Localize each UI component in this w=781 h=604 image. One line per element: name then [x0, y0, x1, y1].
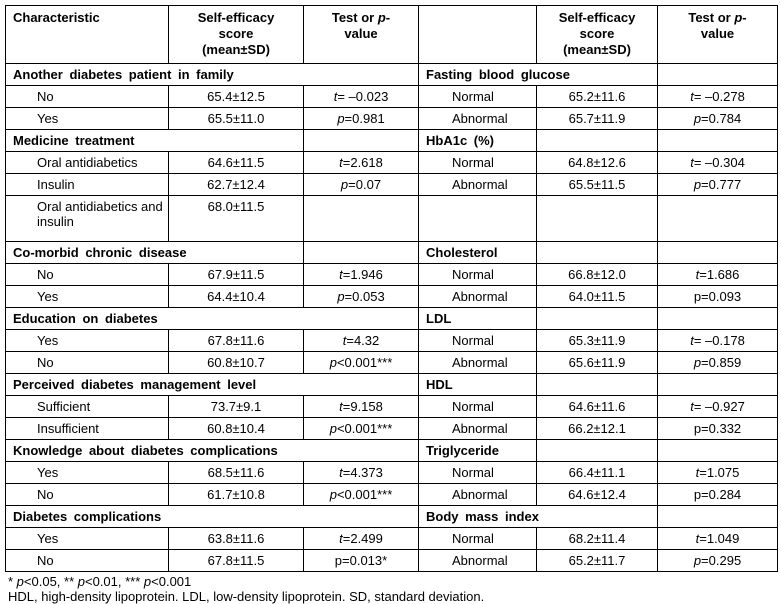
row-label-cell: Abnormal	[419, 550, 537, 572]
table-row	[6, 396, 778, 418]
header-test-right	[658, 6, 778, 64]
stat-cell: t=4.32	[304, 330, 419, 352]
table-row	[6, 374, 778, 396]
header-test-left	[304, 6, 419, 64]
score-cell: 67.9±11.5	[169, 264, 304, 286]
header-score-right	[537, 6, 658, 64]
stat-cell: t=1.049	[658, 528, 778, 550]
row-label-cell: Yes	[6, 108, 169, 130]
footnote-abbreviations: HDL, high-density lipoprotein. LDL, low-density lipoprotein. SD, standard deviation.	[8, 590, 778, 604]
row-label-cell: Yes	[6, 286, 169, 308]
header-test-line2: value	[658, 26, 777, 42]
score-cell: 67.8±11.5	[169, 550, 304, 572]
score-cell: 65.5±11.0	[169, 108, 304, 130]
stat-cell: t= –0.304	[658, 152, 778, 174]
header-test-line1: Test or p-	[304, 10, 418, 26]
stat-cell: p=0.332	[658, 418, 778, 440]
score-cell: 65.5±11.5	[537, 174, 658, 196]
section-title: Cholesterol	[419, 242, 537, 264]
section-title: Fasting blood glucose	[419, 64, 658, 86]
table-row	[6, 152, 778, 174]
table-row	[6, 86, 778, 108]
table-row	[6, 64, 778, 86]
section-title: Co-morbid chronic disease	[6, 242, 304, 264]
header-test-line2: value	[304, 26, 418, 42]
score-cell: 65.2±11.7	[537, 550, 658, 572]
stat-cell: p=0.859	[658, 352, 778, 374]
score-cell: 65.4±12.5	[169, 86, 304, 108]
table-row	[6, 330, 778, 352]
score-cell: 66.8±12.0	[537, 264, 658, 286]
table-row	[6, 462, 778, 484]
table-row	[6, 418, 778, 440]
score-cell: 64.0±11.5	[537, 286, 658, 308]
stat-cell: p<0.001***	[304, 418, 419, 440]
row-label-cell: Normal	[419, 330, 537, 352]
table-row	[6, 130, 778, 152]
row-label-cell: Normal	[419, 264, 537, 286]
row-label-cell: No	[6, 86, 169, 108]
score-cell: 62.7±12.4	[169, 174, 304, 196]
stat-cell: p=0.284	[658, 484, 778, 506]
empty-cell	[304, 130, 419, 152]
score-cell: 66.4±11.1	[537, 462, 658, 484]
stat-cell: p<0.001***	[304, 352, 419, 374]
stat-cell: t=1.946	[304, 264, 419, 286]
table-row	[6, 286, 778, 308]
stat-cell: p<0.001***	[304, 484, 419, 506]
empty-cell	[537, 374, 658, 396]
score-cell: 64.8±12.6	[537, 152, 658, 174]
row-label-cell	[419, 196, 537, 242]
self-efficacy-comparison-table	[5, 5, 778, 572]
row-label-cell: Sufficient	[6, 396, 169, 418]
stat-cell: p=0.295	[658, 550, 778, 572]
row-label-cell: Oral antidiabetics	[6, 152, 169, 174]
section-title: Another diabetes patient in family	[6, 64, 419, 86]
stat-cell: t=4.373	[304, 462, 419, 484]
row-label-cell: Abnormal	[419, 484, 537, 506]
row-label-cell: No	[6, 550, 169, 572]
score-cell: 68.2±11.4	[537, 528, 658, 550]
empty-cell	[658, 242, 778, 264]
stat-cell	[658, 196, 778, 242]
row-label-cell: Normal	[419, 396, 537, 418]
section-title: HbA1c (%)	[419, 130, 537, 152]
empty-cell	[658, 130, 778, 152]
table-row	[6, 352, 778, 374]
row-label-cell: Normal	[419, 152, 537, 174]
section-title: LDL	[419, 308, 537, 330]
empty-cell	[658, 506, 778, 528]
header-row	[6, 6, 778, 64]
score-cell: 65.7±11.9	[537, 108, 658, 130]
stat-cell: p=0.777	[658, 174, 778, 196]
empty-cell	[658, 64, 778, 86]
score-cell: 64.6±12.4	[537, 484, 658, 506]
stat-cell: t=2.618	[304, 152, 419, 174]
row-label-cell: Abnormal	[419, 352, 537, 374]
score-cell: 67.8±11.6	[169, 330, 304, 352]
table-row	[6, 528, 778, 550]
section-title: HDL	[419, 374, 537, 396]
stat-cell: p=0.784	[658, 108, 778, 130]
header-test-line1: Test or p-	[658, 10, 777, 26]
header-characteristic: Characteristic	[6, 6, 169, 64]
section-title: Diabetes complications	[6, 506, 419, 528]
score-cell: 63.8±11.6	[169, 528, 304, 550]
section-title: Body mass index	[419, 506, 658, 528]
row-label-cell: No	[6, 352, 169, 374]
row-label-cell: Abnormal	[419, 174, 537, 196]
footnote-significance: * p<0.05, ** p<0.01, *** p<0.001	[8, 575, 778, 590]
row-label-cell: Normal	[419, 462, 537, 484]
section-title: Perceived diabetes management level	[6, 374, 419, 396]
score-cell	[537, 196, 658, 242]
stat-cell: p=0.053	[304, 286, 419, 308]
section-title: Knowledge about diabetes complications	[6, 440, 419, 462]
score-cell: 65.6±11.9	[537, 352, 658, 374]
stat-cell: t= –0.278	[658, 86, 778, 108]
row-label-cell: No	[6, 484, 169, 506]
score-cell: 66.2±12.1	[537, 418, 658, 440]
row-label-cell: Abnormal	[419, 286, 537, 308]
score-cell: 60.8±10.4	[169, 418, 304, 440]
row-label-cell: Yes	[6, 330, 169, 352]
header-score-line2: score	[537, 26, 657, 42]
empty-cell	[304, 242, 419, 264]
row-label-cell: Yes	[6, 528, 169, 550]
score-cell: 64.6±11.5	[169, 152, 304, 174]
row-label-cell: Insufficient	[6, 418, 169, 440]
score-cell: 65.2±11.6	[537, 86, 658, 108]
row-label-cell: Normal	[419, 528, 537, 550]
empty-cell	[537, 440, 658, 462]
header-score-left	[169, 6, 304, 64]
section-title: Medicine treatment	[6, 130, 304, 152]
stat-cell: t=2.499	[304, 528, 419, 550]
table-row	[6, 108, 778, 130]
empty-cell	[658, 308, 778, 330]
stat-cell: t= –0.023	[304, 86, 419, 108]
score-cell: 64.6±11.6	[537, 396, 658, 418]
header-score-line1: Self-efficacy	[169, 10, 303, 26]
table-row	[6, 484, 778, 506]
stat-cell: p=0.013*	[304, 550, 419, 572]
header-score-line3: (mean±SD)	[537, 42, 657, 58]
row-label-cell: Yes	[6, 462, 169, 484]
score-cell: 61.7±10.8	[169, 484, 304, 506]
table-row	[6, 440, 778, 462]
row-label-cell: Insulin	[6, 174, 169, 196]
stat-cell: p=0.981	[304, 108, 419, 130]
footnotes	[8, 575, 778, 604]
table-row	[6, 506, 778, 528]
empty-cell	[537, 308, 658, 330]
empty-cell	[658, 374, 778, 396]
header-score-line1: Self-efficacy	[537, 10, 657, 26]
stat-cell: t=1.075	[658, 462, 778, 484]
row-label-cell: Abnormal	[419, 418, 537, 440]
score-cell: 68.0±11.5	[169, 196, 304, 242]
stat-cell: t=9.158	[304, 396, 419, 418]
stat-cell: p=0.093	[658, 286, 778, 308]
empty-cell	[537, 242, 658, 264]
score-cell: 64.4±10.4	[169, 286, 304, 308]
table-row	[6, 550, 778, 572]
row-label-cell: No	[6, 264, 169, 286]
table-row	[6, 264, 778, 286]
header-score-line3: (mean±SD)	[169, 42, 303, 58]
table-row	[6, 242, 778, 264]
table-row	[6, 174, 778, 196]
row-label-cell: Abnormal	[419, 108, 537, 130]
row-label-cell: Normal	[419, 86, 537, 108]
empty-cell	[537, 130, 658, 152]
stat-cell: p=0.07	[304, 174, 419, 196]
paper-table-figure	[5, 5, 778, 604]
section-title: Triglyceride	[419, 440, 537, 462]
row-label-cell: Oral antidiabetics and insulin	[6, 196, 169, 242]
stat-cell: t= –0.927	[658, 396, 778, 418]
score-cell: 65.3±11.9	[537, 330, 658, 352]
score-cell: 60.8±10.7	[169, 352, 304, 374]
table-row	[6, 196, 778, 242]
table-row	[6, 308, 778, 330]
score-cell: 73.7±9.1	[169, 396, 304, 418]
score-cell: 68.5±11.6	[169, 462, 304, 484]
header-characteristic-right-empty	[419, 6, 537, 64]
stat-cell	[304, 196, 419, 242]
stat-cell: t= –0.178	[658, 330, 778, 352]
section-title: Education on diabetes	[6, 308, 419, 330]
empty-cell	[658, 440, 778, 462]
header-score-line2: score	[169, 26, 303, 42]
stat-cell: t=1.686	[658, 264, 778, 286]
